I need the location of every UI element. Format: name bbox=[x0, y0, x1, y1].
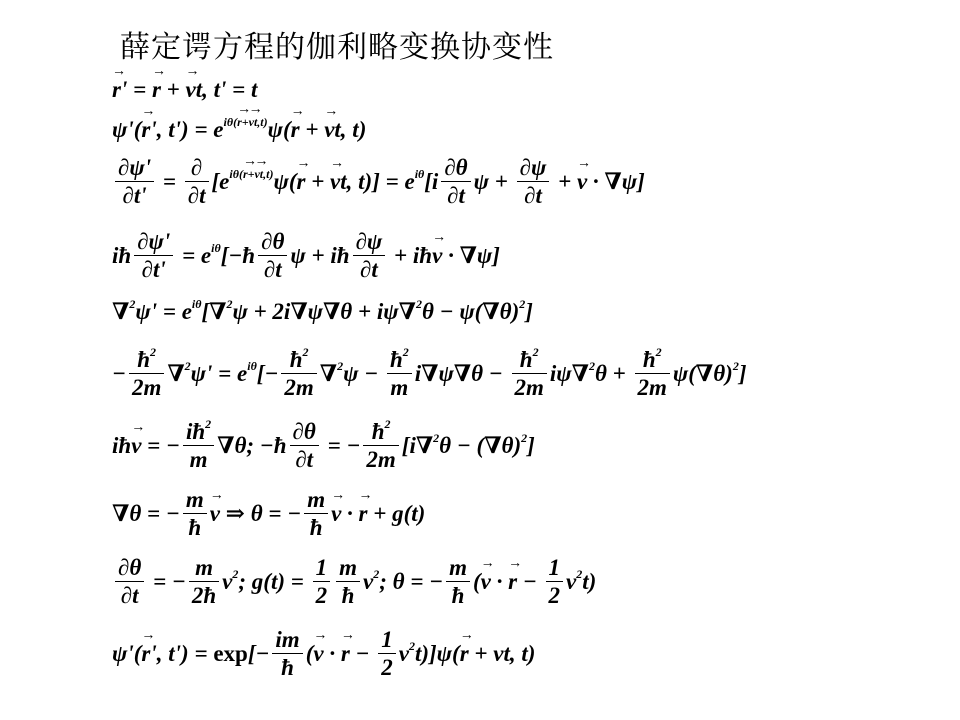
equation-4: iħ $\frac{\partial\psi'}{\partial t'}$ = $e^{i\theta}[-ħ$ $\frac{\partial\theta}{\partial t}$ ψ + iħ $\frac{\partial\psi}{\partial t}$ + iħ→ v · ∇ψ] bbox=[112, 232, 500, 283]
equation-5: $\nabla^2\psi' = e^{i\theta}[\nabla^2\psi + 2i\nabla\psi\nabla\theta + i\psi\nabla^2\theta - \psi(\nabla\theta)^2]$ bbox=[112, 297, 533, 324]
slide-title: 薛定谔方程的伽利略变换协变性 bbox=[120, 30, 554, 65]
equation-10: ψ'(→ r', t') = exp[− $\frac{im}{ħ}$ (→ v · → r − $\frac{1}{2}$ $v^2t)]\psi(\to r$ + vt, t) bbox=[112, 630, 535, 681]
equation-8: ∇θ = − $\frac{m}{ħ}$ → v ⇒ θ = − $\frac{m}{ħ}$ → v · → r + g(t) bbox=[112, 490, 425, 541]
equation-2: ψ'(→ r', $t') = e^{i\theta(\to r+\to vt,t)}\psi(\to r$ + → vt, t) bbox=[112, 118, 366, 141]
equation-3: $\frac{\partial\psi'}{\partial t'}$ = $\frac{\partial}{\partial t}$ [$e^{i\theta(\to r+\to vt,t)}\psi(\to r$ + → vt, $t)] = e^{i\theta}[i$ $\frac{\partial\theta}{\partial t}$ ψ + $\frac{\partial\psi}{\partial t}$ + → v · ∇ψ] bbox=[112, 158, 645, 209]
equation-6: − $\frac{ħ^2}{2m}$ $\nabla^2\psi' = e^{i\theta}[-$ $\frac{ħ^2}{2m}$ ∇$^2$ψ − $\frac{ħ^2}{m}$ i∇ψ∇θ − $\frac{ħ^2}{2m}$ iψ∇$^2$θ + $\frac{ħ^2}{2m}$ $\psi(\nabla\theta)^2$] bbox=[112, 345, 747, 400]
equation-7: iħ→ v = − $\frac{iħ^2}{m}$ ∇θ; −ħ $\frac{\partial\theta}{\partial t}$ = − $\frac{ħ^2}{2m}$ $[i\nabla^2\theta - (\nabla\theta)^2]$ bbox=[112, 422, 535, 473]
equation-9: $\frac{\partial\theta}{\partial t}$ = − $\frac{m}{2ħ}$ $v^2$; g(t) = $\frac{1}{2}$ $\frac{m}{ħ}$ $v^2$; θ = − $\frac{m}{ħ}$ (→ v · → r − $\frac{1}{2}$ $v^2t$) bbox=[112, 558, 596, 609]
equation-1: → r' = → r + → vt, t' = t bbox=[112, 78, 257, 101]
